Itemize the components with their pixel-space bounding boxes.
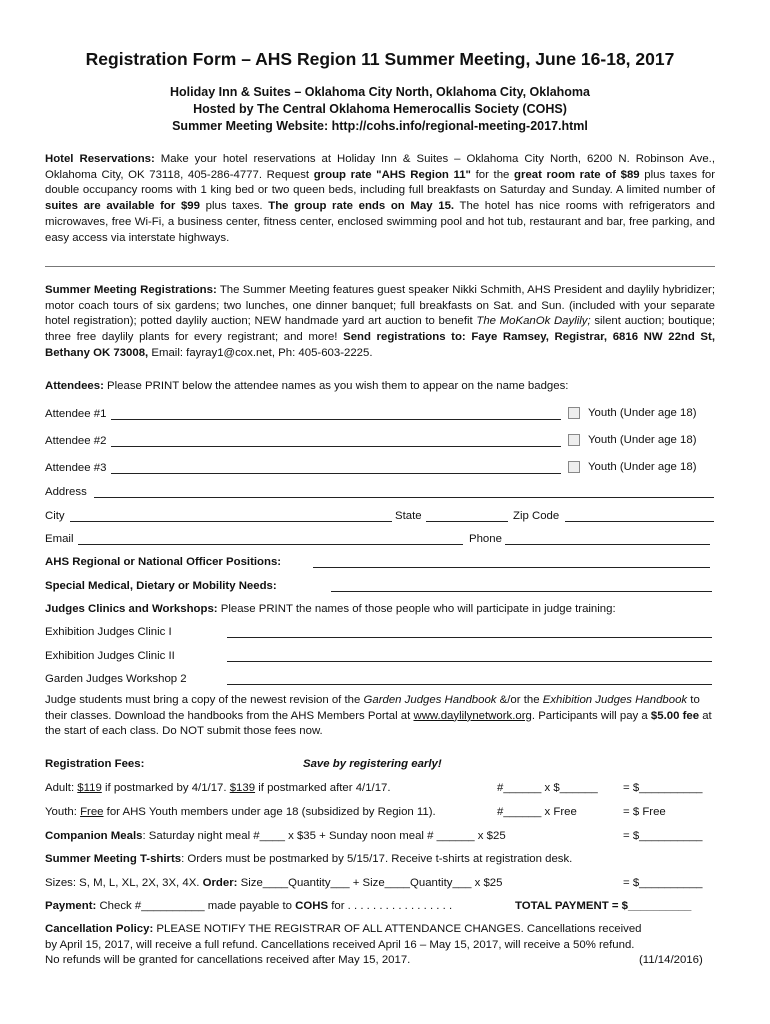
- class-fee: $5.00 fee: [650, 709, 700, 722]
- total-payment-field[interactable]: TOTAL PAYMENT = $__________: [515, 900, 692, 912]
- payment-dots: for . . . . . . . . . . . . . . . . .: [328, 900, 453, 912]
- zip-label: Zip Code: [513, 510, 560, 522]
- state-field[interactable]: [426, 509, 508, 522]
- youth-2-label: Youth (Under age 18): [588, 434, 697, 446]
- judges-note-text: at the start of each class. Do NOT submit those fees now.: [45, 709, 712, 738]
- check-number-field[interactable]: Check #__________ made payable to: [96, 900, 296, 912]
- hotel-rate-deadline: The group rate ends on May 15.: [268, 200, 455, 213]
- hotel-suites: suites are available for $99: [45, 200, 200, 213]
- youth-label: Youth:: [45, 806, 81, 818]
- garden-handbook: Garden Judges Handbook: [363, 694, 497, 706]
- phone-field[interactable]: [505, 532, 710, 545]
- page-title: Registration Form – AHS Region 11 Summer Meeting, June 16-18, 2017: [85, 49, 675, 69]
- cancel-text: PLEASE NOTIFY THE REGISTRAR OF ALL ATTENDANCE CHANGES. Cancellations received: [153, 923, 642, 935]
- city-label: City: [45, 510, 65, 522]
- hotel-label: Hotel Reservations:: [45, 153, 155, 165]
- adult-total-field[interactable]: = $__________: [623, 782, 703, 794]
- address-field[interactable]: [94, 485, 714, 498]
- cancel-line-1: [45, 922, 642, 936]
- form-date: (11/14/2016): [639, 954, 703, 966]
- payee: COHS: [295, 900, 329, 912]
- hotel-text: plus taxes for double occupancy rooms with 1 king bed or two queen beds, including full breakfasts on Saturday and Sunday. A limited number of: [45, 168, 715, 197]
- adult-qty-field[interactable]: #______ x $______: [497, 782, 598, 794]
- judges-note: [45, 693, 715, 740]
- attendees-instructions: Please PRINT below the attendee names as you wish them to appear on the name badges:: [103, 380, 569, 392]
- order-label: Order:: [202, 877, 238, 889]
- phone-label: Phone: [469, 533, 502, 545]
- adult-text: if postmarked by 4/1/17.: [101, 782, 230, 794]
- judges-heading: [45, 602, 616, 616]
- meals-line: [45, 829, 506, 843]
- youth-3-checkbox[interactable]: [568, 461, 580, 473]
- youth-3-label: Youth (Under age 18): [588, 461, 697, 473]
- venue-line: Holiday Inn & Suites – Oklahoma City North, Oklahoma City, Oklahoma: [170, 85, 590, 99]
- youth-total: = $ Free: [623, 806, 666, 818]
- attendee-2-label: Attendee #2: [45, 435, 107, 447]
- meeting-italic: The MoKanOk Daylily;: [476, 315, 591, 328]
- sizes-text: Sizes: S, M, L, XL, 2X, 3X, 4X.: [45, 877, 203, 889]
- meals-text[interactable]: : Saturday night meal #____ x $35 + Sunday noon meal # ______ x $25: [142, 830, 506, 842]
- payment-line: [45, 899, 452, 913]
- payment-label: Payment:: [45, 900, 97, 912]
- judges-label: Judges Clinics and Workshops:: [45, 603, 218, 615]
- hotel-text: plus taxes.: [199, 200, 269, 213]
- exhibition-handbook: Exhibition Judges Handbook: [542, 694, 688, 706]
- special-needs-label: Special Medical, Dietary or Mobility Needs:: [45, 580, 277, 592]
- fees-label: Registration Fees:: [45, 758, 145, 770]
- youth-qty-field[interactable]: #______ x Free: [497, 806, 577, 818]
- divider: [45, 266, 715, 267]
- hotel-text: for the: [470, 168, 515, 181]
- adult-late-price: $139: [229, 782, 256, 794]
- attendee-2-field[interactable]: [111, 434, 561, 447]
- handbook-link[interactable]: www.daylilynetwork.org: [413, 709, 532, 722]
- judges-note-text: . Participants will pay a: [531, 709, 651, 722]
- judges-note-text: to their classes. Download the handbooks from the AHS Members Portal at: [45, 694, 700, 722]
- cancel-line-2: by April 15, 2017, will receive a full refund. Cancellations received April 16 – May 15, 2017, will receive a 50% refund.: [45, 939, 635, 951]
- cancel-line-3: No refunds will be granted for cancellations received after May 15, 2017.: [45, 954, 411, 966]
- tshirt-text: : Orders must be postmarked by 5/15/17. Receive t-shirts at registration desk.: [181, 853, 573, 865]
- attendees-label: Attendees:: [45, 380, 104, 392]
- email-field[interactable]: [78, 532, 463, 545]
- cancel-label: Cancellation Policy:: [45, 923, 154, 935]
- meeting-text: The Summer Meeting features guest speaker Nikki Schmith, AHS President and daylily hybridizer; motor coach tours of six gardens; two lunches, one dinner banquet; full breakfasts on Sat. and Sun. (included with your separate hotel registration); potted daylily auction; NEW handmade yard art auction to benefit: [45, 284, 715, 328]
- meeting-label: Summer Meeting Registrations:: [45, 284, 217, 296]
- meeting-text: silent auction; boutique; three free daylily plants for every registrant; and more!: [45, 315, 715, 344]
- address-label: Address: [45, 486, 87, 498]
- judges-note-text: &/or the: [496, 694, 543, 706]
- attendee-1-field[interactable]: [111, 407, 561, 420]
- judges-clinic-1-label: Exhibition Judges Clinic I: [45, 626, 172, 638]
- special-needs-field[interactable]: [331, 579, 712, 592]
- city-field[interactable]: [70, 509, 392, 522]
- website-line: Summer Meeting Website: http://cohs.info/regional-meeting-2017.html: [172, 119, 588, 133]
- meeting-paragraph: [45, 283, 715, 362]
- judges-clinic-2-label: Exhibition Judges Clinic II: [45, 650, 175, 662]
- order-fields[interactable]: Size____Quantity___ + Size____Quantity___ x $25: [237, 877, 503, 889]
- adult-text: if postmarked after 4/1/17.: [255, 782, 391, 794]
- youth-1-checkbox[interactable]: [568, 407, 580, 419]
- hotel-room-rate: great room rate of $89: [514, 168, 640, 181]
- state-label: State: [395, 510, 422, 522]
- judges-note-text: Judge students must bring a copy of the newest revision of the: [45, 694, 364, 706]
- attendees-heading: [45, 379, 568, 393]
- adult-fee-line: [45, 781, 391, 795]
- tshirt-label: Summer Meeting T-shirts: [45, 853, 182, 865]
- tshirt-line: [45, 852, 572, 866]
- judges-clinic-2-field[interactable]: [227, 649, 712, 662]
- youth-text: for AHS Youth members under age 18 (subsidized by Region 11).: [103, 806, 436, 818]
- judges-instructions: Please PRINT the names of those people who will participate in judge training:: [217, 603, 616, 615]
- adult-early-price: $119: [77, 782, 102, 794]
- youth-fee-line: [45, 805, 436, 819]
- order-line: [45, 876, 502, 890]
- hotel-paragraph: [45, 152, 715, 246]
- meals-label: Companion Meals: [45, 830, 143, 842]
- youth-free: Free: [80, 806, 104, 818]
- hotel-text: Make your hotel reservations at Holiday Inn & Suites – Oklahoma City North, 6200 N. Robinson Ave., Oklahoma City, OK 73118, 405-286-4777. Request: [45, 153, 715, 181]
- registrar-contact: Email: fayray1@cox.net, Ph: 405-603-2225.: [148, 346, 373, 359]
- youth-2-checkbox[interactable]: [568, 434, 580, 446]
- garden-workshop-label: Garden Judges Workshop 2: [45, 673, 187, 685]
- hotel-text: The hotel has nice rooms with refrigerators and microwaves, free Wi-Fi, a business center, fitness center, enclosed swimming pool and hot tub, restaurant and bar, free parking, and easy access via interstate highways.: [45, 200, 716, 244]
- adult-label: Adult:: [45, 782, 78, 794]
- save-early-note: Save by registering early!: [303, 758, 442, 770]
- garden-workshop-field[interactable]: [227, 672, 712, 685]
- attendee-3-field[interactable]: [111, 461, 561, 474]
- attendee-1-label: Attendee #1: [45, 408, 107, 420]
- zip-field[interactable]: [565, 509, 714, 522]
- attendee-3-label: Attendee #3: [45, 462, 107, 474]
- officer-field[interactable]: [313, 555, 710, 568]
- registrar-address: Send registrations to: Faye Ramsey, Registrar, 6816 NW 22nd St, Bethany OK 73008,: [45, 331, 715, 359]
- officer-label: AHS Regional or National Officer Positions:: [45, 556, 282, 568]
- judges-clinic-1-field[interactable]: [227, 625, 712, 638]
- email-label: Email: [45, 533, 74, 545]
- hotel-group-rate: group rate "AHS Region 11": [313, 168, 471, 181]
- order-total-field[interactable]: = $__________: [623, 877, 703, 889]
- youth-1-label: Youth (Under age 18): [588, 407, 697, 419]
- host-line: Hosted by The Central Oklahoma Hemerocallis Society (COHS): [193, 102, 567, 116]
- meals-total-field[interactable]: = $__________: [623, 830, 703, 842]
